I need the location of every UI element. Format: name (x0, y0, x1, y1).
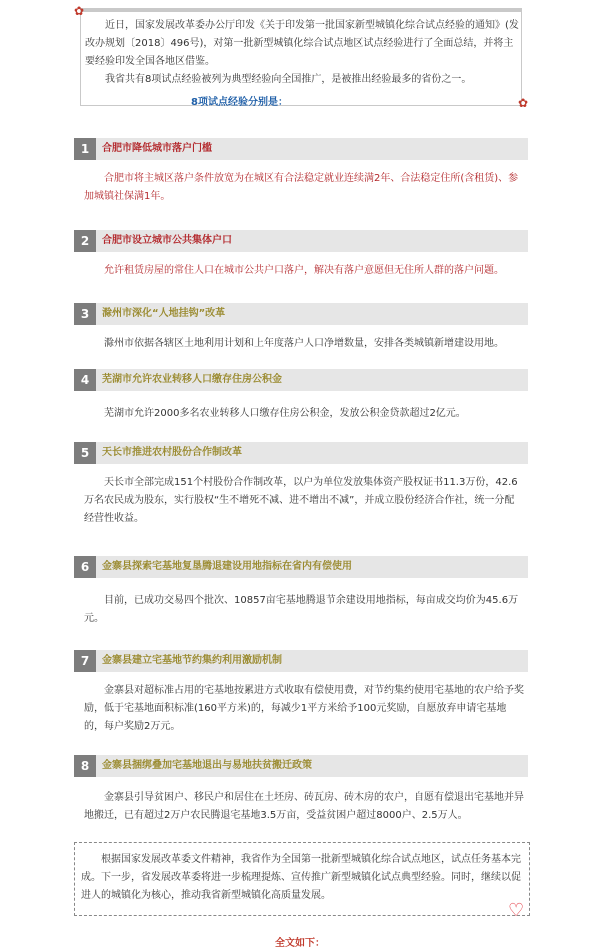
heart-icon: ♡ (508, 900, 525, 921)
section-body: 合肥市将主城区落户条件放宽为在城区有合法稳定就业连续满2年、合法稳定住所(含租赁)、参加城镇社保满1年。 (84, 173, 519, 202)
section-number: 7 (74, 650, 96, 672)
section-header (74, 138, 528, 160)
section-header (74, 556, 528, 578)
section-title: 金寨县探索宅基地复垦腾退建设用地指标在省内有偿使用 (102, 561, 352, 572)
section-header (74, 650, 528, 672)
section-body: 允许租赁房屋的常住人口在城市公共户口落户，解决有落户意愿但无住所人群的落户问题。 (104, 265, 504, 276)
outro-text: 根据国家发展改革委文件精神，我省作为全国第一批新型城镇化综合试点地区，试点任务基本完成。下一步，省发展改革委将进一步梳理提炼、宣传推广新型城镇化试点典型经验。同时，继续以促进人的城镇化为核心，推动我省新型城镇化高质量发展。 (81, 854, 521, 901)
section-body: 芜湖市允许2000多名农业转移人口缴存住房公积金，发放公积金贷款超过2亿元。 (104, 408, 466, 419)
section-5 (74, 442, 528, 528)
section-title: 金寨县建立宅基地节约集约利用激励机制 (102, 655, 282, 666)
section-header (74, 442, 528, 464)
section-number: 4 (74, 369, 96, 391)
section-header (74, 230, 528, 252)
section-title: 天长市推进农村股份合作制改革 (102, 447, 242, 458)
section-header (74, 303, 528, 325)
section-2 (74, 230, 528, 280)
fulltext-label[interactable]: 全文如下： (275, 938, 325, 949)
section-title: 金寨县捆绑叠加宅基地退出与易地扶贫搬迁政策 (102, 760, 312, 771)
section-body: 金寨县引导贫困户、移民户和居住在土坯房、砖瓦房、砖木房的农户，自愿有偿退出宅基地并异地搬迁，已有超过2万户农民腾退宅基地3.5万亩，受益贫困户超过8000户、2.5万人。 (84, 792, 524, 821)
section-body: 天长市全部完成151个村股份合作制改革，以户为单位发放集体资产股权证书11.3万份，42.6万名农民成为股东，实行股权“生不增死不减、进不增出不减”，并成立股份经济合作社，统一分配经营性收益。 (84, 477, 518, 524)
section-title: 合肥市设立城市公共集体户口 (102, 235, 232, 246)
flower-icon: ✿ (518, 96, 529, 110)
flower-icon: ✿ (74, 4, 85, 18)
section-body: 滁州市依据各辖区土地利用计划和上年度落户人口净增数量，安排各类城镇新增建设用地。 (104, 338, 504, 349)
intro-box (80, 8, 522, 106)
section-header (74, 755, 528, 777)
section-number: 5 (74, 442, 96, 464)
section-3 (74, 303, 528, 353)
section-7 (74, 650, 528, 736)
intro-top-border (80, 8, 522, 12)
outro-box (74, 842, 530, 916)
section-1 (74, 138, 528, 206)
section-number: 8 (74, 755, 96, 777)
intro-paragraph-1: 近日，国家发展改革委办公厅印发《关于印发第一批国家新型城镇化综合试点经验的通知》(发改办规划〔2018〕496号)，对第一批新型城镇化综合试点地区试点经验进行了全面总结，并将主要经验印发全国各地区借鉴。 (85, 20, 519, 67)
section-number: 6 (74, 556, 96, 578)
section-8 (74, 755, 528, 825)
section-header (74, 369, 528, 391)
intro-paragraph-2: 我省共有8项试点经验被列为典型经验向全国推广，是被推出经验最多的省份之一。 (105, 74, 472, 85)
section-number: 1 (74, 138, 96, 160)
section-title: 芜湖市允许农业转移人口缴存住房公积金 (102, 374, 282, 385)
intro-subtitle: 8项试点经验分别是： (191, 97, 288, 108)
section-title: 合肥市降低城市落户门槛 (102, 143, 212, 154)
section-4 (74, 369, 528, 423)
section-body: 目前，已成功交易四个批次、10857亩宅基地腾退节余建设用地指标，每亩成交均价为45.6万元。 (84, 595, 519, 624)
section-body: 金寨县对超标准占用的宅基地按累进方式收取有偿使用费，对节约集约使用宅基地的农户给予奖励，低于宅基地面积标准(160平方米)的，每减少1平方米给予100元奖励，自愿放弃申请宅基地的，每户奖励2万元。 (84, 685, 524, 732)
section-number: 3 (74, 303, 96, 325)
intro-text (85, 17, 519, 89)
section-6 (74, 556, 528, 628)
section-title: 滁州市深化“人地挂钩”改革 (102, 308, 226, 319)
section-number: 2 (74, 230, 96, 252)
